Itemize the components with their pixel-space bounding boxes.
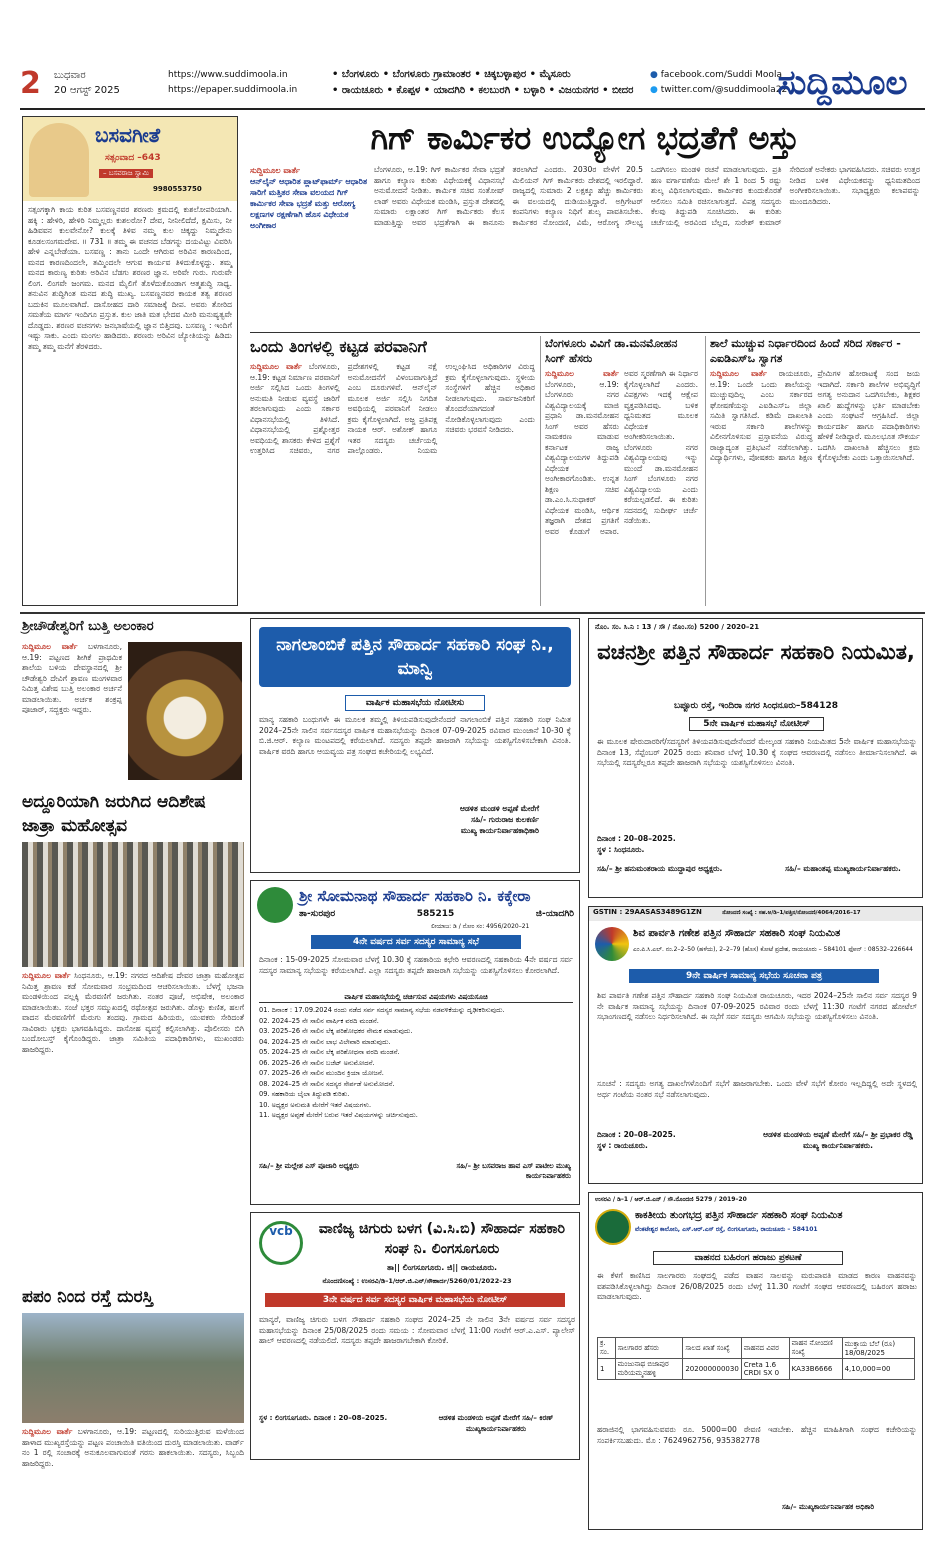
shiva-parvathi-notice-bar: 9ನೇ ವಾರ್ಷಿಕ ಸಾಮಾನ್ಯ ಸಭೆಯ ಸೂಚನಾ ಪತ್ರ — [629, 969, 879, 983]
somanatha-notice-bar: 4ನೇ ವರ್ಷದ ಸರ್ವ ಸದಸ್ಯರ ಸಾಮಾನ್ಯ ಸಭೆ — [311, 935, 521, 949]
facebook-icon: ● — [650, 70, 658, 80]
manmohan-text: ಬೆಂಗಳೂರು, ಆ.19: ಬೆಂಗಳೂರು ನಗರ ವಿಶ್ವವಿದ್ಯಾಲಯಕ್ಕೆ ಮಾಜಿ ಪ್ರಧಾನಿ ಡಾ.ಮನಮೋಹನ ಸಿಂಗ್ ಅವರ ಹೆಸರು ನಾಮಕರಣ ಮಾಡುವ ಕರ್ನಾಟಕ ರಾಜ್ಯ ವಿಶ್ವವಿದ್ಯಾಲಯಗಳ ತಿದ್ದುಪಡಿ ವಿಧೇಯಕ ಅಂಗೀಕಾರಗೊಂಡಿತು. ಉನ್ನತ ಶಿಕ್ಷಣ ಸಚಿವ ಡಾ.ಎಂ.ಸಿ.ಸುಧಾಕರ್ ವಿಧೇಯಕ ಮಂಡಿಸಿ, ಆರ್ಥಿಕ ತಜ್ಞರಾಗಿ ದೇಶದ ಪ್ರಗತಿಗೆ ಅವರ ಕೊಡುಗೆ ಅಪಾರ. ಅವರ ಸ್ಮರಣೆಗಾಗಿ ಈ ನಿರ್ಧಾರ ಕೈಗೊಳ್ಳಲಾಗಿದೆ ಎಂದರು. ವಿಪಕ್ಷಗಳು ಇದಕ್ಕೆ ಆಕ್ಷೇಪ ವ್ಯಕ್ತಪಡಿಸಿದವು. ಬಳಿಕ ಧ್ವನಿಮತದ ಮೂಲಕ ವಿಧೇಯಕ ಅಂಗೀಕರಿಸಲಾಯಿತು. ಬೆಂಗಳೂರು ನಗರ ವಿಶ್ವವಿದ್ಯಾಲಯವು ಇನ್ನು ಮುಂದೆ ಡಾ.ಮನಮೋಹನ ಸಿಂಗ್ ಬೆಂಗಳೂರು ನಗರ ವಿಶ್ವವಿದ್ಯಾಲಯ ಎಂದು ಕರೆಯಲ್ಪಡಲಿದೆ. ಈ ಕುರಿತು ಸದನದಲ್ಲಿ ಸುದೀರ್ಘ ಚರ್ಚೆ ನಡೆಯಿತು. — [545, 369, 698, 536]
cities-line-1: • ಬೆಂಗಳೂರು • ಬೆಂಗಳೂರು ಗ್ರಾಮಾಂತರ • ಚಿಕ್ಕಬಳ್ಳಾಪುರ • ಮೈಸೂರು — [332, 69, 571, 80]
chowdeshwari-body — [22, 642, 122, 780]
vcb-notice-bar: 3ನೇ ವರ್ಷದ ಸರ್ವ ಸದಸ್ಯರ ವಾರ್ಷಿಕ ಮಹಾಸಭೆಯ ನೋಟೀಸ್ — [265, 1293, 565, 1307]
column-header: ವಾಹನದ ವಿವರ — [741, 1338, 789, 1359]
somanatha-body: ದಿನಾಂಕ : 15-09-2025 ಸೋಮವಾರ ಬೆಳಗ್ಗೆ 10.30 ಕ್ಕೆ ಸಹಕಾರಿಯ ಕಛೇರಿ ಆವರಣದಲ್ಲಿ ಸಹಕಾರಿಯ 4ನೇ ವರ್ಷದ ಸರ್ವ ಸದಸ್ಯರ ಸಾಮಾನ್ಯ ಸಭೆಯನ್ನು ಕರೆಯಲಾಗಿದೆ. ಎಲ್ಲಾ ಸದಸ್ಯರು ತಪ್ಪದೇ ಹಾಜರಾಗಿ ಸಭೆಯನ್ನು ಯಶಸ್ವಿಗೊಳಿಸಲು ಕೋರಲಾಗಿದೆ. — [259, 955, 573, 975]
agenda-item: 04. 2024–25 ನೇ ಸಾಲಿನ ಲಾಭ ವಿಲೇವಾರಿ ಮಾಡುವುದು. — [259, 1037, 391, 1046]
road-text: ಬಳಗಾನೂರು, ಆ.19: ಪಟ್ಟಣದಲ್ಲಿ ಸುರಿಯುತ್ತಿರುವ ಮಳೆಯಿಂದ ಹಾಳಾದ ಮುಖ್ಯರಸ್ತೆಯನ್ನು ಪಟ್ಟಣ ಪಂಚಾಯಿತಿ ವತಿಯಿಂದ ದುರಸ್ತಿ ಮಾಡಲಾಯಿತು. ವಾರ್ಡ್ ನಂ 1 ರಲ್ಲಿ ಸಂಚಾರಕ್ಕೆ ಅನುಕೂಲವಾಗುವಂತೆ ಗರಸು ಹಾಕಲಾಯಿತು. ಸದಸ್ಯರು, ಸಿಬ್ಬಂದಿ ಹಾಜರಿದ್ದರು. — [22, 1427, 244, 1468]
kakatiya-footer: ಹರಾಜಿನಲ್ಲಿ ಭಾಗವಹಿಸುವವರು ರೂ. 5000=00 ಠೇವಣಿ ಇಡಬೇಕು. ಹೆಚ್ಚಿನ ಮಾಹಿತಿಗಾಗಿ ಸಂಘದ ಕಚೇರಿಯನ್ನು ಸಂಪರ್ಕಿಸಬಹುದು. ಮೊ : 7624962756, 935382778 — [597, 1425, 917, 1445]
kakatiya-ad — [588, 1192, 923, 1530]
nagalambike-signature — [251, 803, 579, 836]
gig-lead-text: ಆನ್‌ಲೈನ್ ಆಧಾರಿತ ಪ್ಲಾಟ್‌ಫಾರ್ಮ್ ಆಧಾರಿತ ಸಾರಿಗೆ ಮತ್ತಿತರ ಸೇವಾ ವಲಯದ ಗಿಗ್ ಕಾರ್ಮಿಕರ ಸೇವಾ ಭದ್ರತೆ ಮತ್ತು ಆರೋಗ್ಯ ಲಕ್ಷಣಗಳ ರಕ್ಷಣೆಗಾಗಿ ಹೊಸ ವಿಧೇಯಕ ಅಂಗೀಕಾರ — [250, 177, 368, 230]
agenda-item: 05. 2024–25 ನೇ ಸಾಲಿನ ಲೆಕ್ಕ ಪರಿಶೋಧನಾ ವರದಿ ಮಂಡನೆ. — [259, 1048, 400, 1056]
shiva-reg: ನೋಂದಣಿ ಸಂಖ್ಯೆ : ಸಹ.ಅ/ಡಿ–1/ಪತ್ತಿನ/ನೋಂದಣಿ/4064/2016–17 — [722, 910, 861, 916]
kakatiya-reg: ಉಸರವಿ / ಡಿ–1 / ಆರ್.ಜಿ.ಎನ್ / ಸೌ.ನೊಂದಣಿ 5279 / 2019–20 — [595, 1196, 747, 1203]
somanatha-title: ಶ್ರೀ ಸೋಮನಾಥ ಸೌಹಾರ್ದ ಸಹಕಾರಿ ನಿ. ಕಕ್ಕೇರಾ — [299, 887, 531, 905]
agenda-item: 08. 2024–25 ನೇ ಸಾಲಿನ ಸದಸ್ಯರ ಸೇರ್ಪಡೆ ಅನುಮೋದನೆ. — [259, 1079, 395, 1088]
kakatiya-address: ವೆಂಕಟೇಶ್ವರ ಕಾಲೋನಿ, ಎಸ್.ಆರ್.ಎಸ್ ರಸ್ತೆ, ಲಿಂಗಸೂಗೂರು, ರಾಯಚೂರು – 584101 — [635, 1226, 818, 1233]
sign-line-2: ಸಹಿ/- ಗುರುರಾಜ ಕುಲಕರ್ಣಿ — [471, 815, 539, 824]
road-story — [22, 1285, 244, 1530]
jatra-photo — [22, 842, 244, 967]
chowdeshwari-headline: ಶ್ರೀಚೌಡೇಶ್ವರಿಗೆ ಬುತ್ತಿ ಅಲಂಕಾರ — [22, 619, 154, 634]
column-header: ಸಾಲದ ಖಾತೆ ಸಂಖ್ಯೆ — [683, 1338, 741, 1359]
agenda-item: 01. ದಿನಾಂಕ : 17.09.2024 ರಂದು ನಡೆದ ಸರ್ವ ಸದಸ್ಯರ ಸಾಮಾನ್ಯ ಸಭೆಯ ನಡವಳಿಕೆಯನ್ನು ದೃಢೀಕರಿಸುವುದು. — [259, 1006, 505, 1014]
notice-date: ದಿನಾಂಕ : 20–08–2025. — [597, 834, 676, 843]
kakatiya-logo-icon — [595, 1209, 631, 1245]
jatra-headline: ಅದ್ದೂರಿಯಾಗಿ ಜರುಗಿದ ಆದಿಶೇಷ ಜಾತ್ರಾ ಮಹೋತ್ಸವ — [22, 792, 206, 836]
gstin: GSTIN : 29AASAS3489G1ZN — [593, 908, 702, 916]
column-header: ಸಾಲಗಾರರ ಹೆಸರು — [615, 1338, 683, 1359]
date: 20 ಆಗಸ್ಟ್ 2025 — [54, 85, 120, 96]
header-rule — [20, 108, 925, 110]
manmohan-dateline: ಸುದ್ದಿಮೂಲ ವಾರ್ತೆ — [545, 369, 619, 378]
school-text: ರಾಯಚೂರು, ಆ.19: ಒಂದೇ ಒಂದು ಶಾಲೆಯನ್ನು ಮುಚ್ಚುವುದಿಲ್ಲ ಎಂಬ ಸರ್ಕಾರದ ಘೋಷಣೆಯನ್ನು ಎಐಡಿಎಸ್‌ಒ ಜಿಲ್ಲಾ ಸಮಿತಿ ಸ್ವಾಗತಿಸಿದೆ. ಕಡಿಮೆ ದಾಖಲಾತಿ ಇರುವ ಸರ್ಕಾರಿ ಶಾಲೆಗಳನ್ನು ವಿಲೀನಗೊಳಿಸುವ ಪ್ರಸ್ತಾವನೆಯ ವಿರುದ್ಧ ರಾಜ್ಯಾದ್ಯಂತ ಪ್ರತಿಭಟನೆ ನಡೆಸಲಾಗಿತ್ತು. ವಿದ್ಯಾರ್ಥಿಗಳು, ಪೋಷಕರು ಹಾಗೂ ಶಿಕ್ಷಣ ಪ್ರೇಮಿಗಳ ಹೋರಾಟಕ್ಕೆ ಸಂದ ಜಯ ಇದಾಗಿದೆ. ಸರ್ಕಾರಿ ಶಾಲೆಗಳ ಅಭಿವೃದ್ಧಿಗೆ ಅಗತ್ಯ ಅನುದಾನ ಒದಗಿಸಬೇಕು, ಶಿಕ್ಷಕರ ಖಾಲಿ ಹುದ್ದೆಗಳನ್ನು ಭರ್ತಿ ಮಾಡಬೇಕು ಎಂದು ಸಂಘಟನೆ ಆಗ್ರಹಿಸಿದೆ. ಜಿಲ್ಲಾ ಕಾರ್ಯದರ್ಶಿ ಹಾಗೂ ಪದಾಧಿಕಾರಿಗಳು ಹೇಳಿಕೆ ನೀಡಿದ್ದಾರೆ. ಮೂಲಭೂತ ಸೌಕರ್ಯ ಒದಗಿಸಿ ದಾಖಲಾತಿ ಹೆಚ್ಚಿಸಲು ಕ್ರಮ ಕೈಗೊಳ್ಳಬೇಕು ಎಂದು ಒತ್ತಾಯಿಸಲಾಗಿದೆ. — [710, 369, 920, 462]
manmohan-story — [540, 336, 698, 606]
vcb-regno: ನೊಂದಣಿಸಂಖ್ಯೆ : ಉಸರವಿ/ಡಿ–1/ಆರ್.ಜಿ.ಎನ್/ಸೌಹಾರ್ದ/5260/01/2022–23 — [322, 1277, 512, 1285]
table-cell: 202000000030 — [683, 1359, 741, 1380]
vcb-body: ಮಾನ್ಯರೆ, ವಾಣಿಜ್ಯ ಚಿಗುರು ಬಳಗ ಸೌಹಾರ್ದ ಸಹಕಾರಿ ಸಂಘದ 2024–25 ನೇ ಸಾಲಿನ 3ನೇ ವರ್ಷದ ಸರ್ವ ಸದಸ್ಯರ ಮಹಾಸಭೆಯನ್ನು ದಿನಾಂಕ 25/08/2025 ರಂದು ಸಮಯ : ಸೋಮವಾರ ಬೆಳಗ್ಗೆ 11:00 ಗಂಟೆಗೆ ಆರ್.ಎ.ಎಸ್. ಪ್ಯಾಲೇಸ್ ಹಾಲ್ ಆವರಣದಲ್ಲಿ ನಡೆಯಲಿದೆ. ಸದಸ್ಯರು ತಪ್ಪದೇ ಹಾಜರಾಗಬೇಕಾಗಿ ಕೋರಿಕೆ. — [259, 1315, 575, 1345]
shiva-parvathi-body: ಶಿವ ಪಾರ್ವತಿ ಗಣೇಶ ಪತ್ತಿನ ಸೌಹಾರ್ದ ಸಹಕಾರಿ ಸಂಘ ನಿಯಮಿತ ರಾಯಚೂರು, ಇದರ 2024–25ನೇ ಸಾಲಿನ ಸರ್ವ ಸದಸ್ಯರ 9 ನೇ ವಾರ್ಷಿಕ ಸಾಮಾನ್ಯ ಸಭೆಯನ್ನು ದಿನಾಂಕ 07-09-2025 ರವಿವಾರ ರಂದು ಬೆಳಗ್ಗೆ 11:30 ಗಂಟೆಗೆ ನಗರದ ಹೋಟೆಲ್ ಸಭಾಂಗಣದಲ್ಲಿ ನಡೆಸಲು ನಿರ್ಧರಿಸಲಾಗಿದೆ. ಈ ಸಭೆಗೆ ಸರ್ವ ಸದಸ್ಯರು ಆಗಮಿಸಿ ಸಭೆಯನ್ನು ಯಶಸ್ವಿಗೊಳಿಸಲು ವಿನಂತಿ. — [597, 991, 917, 1021]
notice-date: ದಿನಾಂಕ : 20–08–2025. — [597, 1130, 676, 1139]
shiva-parvathi-title: ಶಿವ ಪಾರ್ವತಿ ಗಣೇಶ ಪತ್ತಿನ ಸೌಹಾರ್ದ ಸಹಕಾರಿ ಸಂಘ ನಿಯಮಿತ — [633, 928, 841, 939]
sign-line-1: ಆಡಳಿತ ಮಂಡಳಿ ಅಪ್ಪಣೆ ಮೇರೆಗೆ — [460, 804, 539, 813]
vachanashree-title: ವಚನಶ್ರೀ ಪತ್ತಿನ ಸೌಹಾರ್ದ ಸಹಕಾರಿ ನಿಯಮಿತ, — [597, 640, 915, 664]
column-header: ವಾಹನ ನೋಂದಣಿ ಸಂಖ್ಯೆ — [789, 1338, 842, 1359]
column-header: ಕ್ರ. ಸಂ. — [598, 1338, 616, 1359]
vcb-sign-right: ಆಡಳಿತ ಮಂಡಳಿಯ ಅಪ್ಪಣೆ ಮೇರೆಗೆ ಸಹಿ/– ಕಿರಣ್ ಮುಖ್ಯಕಾರ್ಯನಿರ್ವಾಹಕರು — [438, 1414, 554, 1433]
agenda-item: 07. 2025–26 ನೇ ಸಾಲಿನ ಮುಂದಿನ ಕ್ರಿಯಾ ಯೋಜನೆ. — [259, 1069, 384, 1077]
website-links — [168, 68, 297, 98]
basava-geete-column — [22, 116, 238, 606]
gig-lead — [250, 165, 368, 325]
twitter-icon: ● — [650, 85, 658, 95]
table-cell: KA33B6666 — [789, 1359, 842, 1380]
nagalambike-body: ಮಾನ್ಯ ಸಹಕಾರಿ ಬಂಧುಗಳೇ ಈ ಮೂಲಕ ತಮ್ಮಲ್ಲಿ ತಿಳಿಯಪಡಿಸುವುದೇನೆಂದರೆ ನಾಗಲಾಂಬಿಕೆ ಪತ್ತಿನ ಸಹಕಾರಿ ಸಂಘ ನಿಮಿತ 2024–25ನೇ ಸಾಲಿನ ಸರ್ವಸದಸ್ಯರ ವಾರ್ಷಿಕ ಮಹಾಸಭೆಯನ್ನು ದಿನಾಂಕ 07-09-2025 ರವಿವಾರ ಮುಂಜಾನೆ 10-30 ಕ್ಕೆ ಬಿ.ಜಿ.ಆರ್. ಕಲ್ಯಾಣ ಮಂಟಪದಲ್ಲಿ ಕರೆಯಲಾಗಿದೆ. ಸದಸ್ಯರು ತಪ್ಪದೇ ಹಾಜರಾಗಿ ಸಭೆಯನ್ನು ಯಶಸ್ವಿಗೊಳಿಸಬೇಕಾಗಿ ವಿನಂತಿ. ವಾರ್ಷಿಕ ವರದಿ ಹಾಗೂ ಆಯವ್ಯಯ ಪತ್ರ ಸಂಘದ ಕಚೇರಿಯಲ್ಲಿ ಲಭ್ಯವಿದೆ. — [259, 715, 571, 756]
kakatiya-notice-bar: ವಾಹನದ ಬಹಿರಂಗ ಹರಾಜು ಪ್ರಕಟಣೆ — [653, 1251, 843, 1265]
basava-author: – ಬಸವರಾಜ ಸ್ವಾಮಿ — [99, 169, 153, 178]
nagalambike-notice-bar: ವಾರ್ಷಿಕ ಮಹಾಸಭೆಯ ನೋಟೀಸು — [345, 695, 485, 711]
masthead — [20, 62, 925, 104]
jatra-body — [22, 971, 244, 1171]
somanatha-address — [299, 909, 574, 919]
somanatha-ad — [250, 880, 580, 1205]
shiva-parvathi-address: ಎಂ.ಪಿ.ಸಿ.ಎಲ್. ನಂ.2–2–50 (ಹಳೆಯ), 2–2–79 (ಹೊಸ) ಕೋಟೆ ಪ್ರದೇಶ, ರಾಯಚೂರು – 584101 ಫೋನ್ : 08532–226644 — [633, 946, 913, 953]
table-cell: 4,10,000=00 — [842, 1359, 914, 1380]
vcb-place: ತಾ|| ಲಿಂಗಸೂಗೂರು. ಜಿ|| ರಾಯಚೂರು. — [386, 1263, 498, 1272]
somanatha-regno: ಲೀಯಾಜ: ಡಿ / ನೋಂ ಸಂ: 4956/2020–21 — [431, 923, 530, 930]
vachanashree-address: ಬಪ್ಪೂರು ರಸ್ತೆ, ಇಂದಿರಾ ನಗರ ಸಿಂಧನೂರು–584128 — [674, 701, 838, 711]
vcb-logo-icon: vcb — [259, 1221, 303, 1265]
shiva-parvathi-logo-icon — [595, 927, 629, 961]
building-permit-story — [250, 336, 535, 606]
issue-date — [54, 68, 120, 98]
school-body — [710, 369, 920, 601]
vachanashree-dateplace — [597, 833, 676, 855]
shiva-parvathi-ad — [588, 906, 923, 1184]
vcb-sign-left: ಸ್ಥಳ : ಲಿಂಗಸೂಗೂರು. ದಿನಾಂಕ : 20–08–2025. — [259, 1414, 388, 1422]
basava-title: ಬಸವಗೀತೆ — [95, 123, 161, 147]
notice-place: ಸ್ಥಳ : ಸಿಂಧನೂರು. — [597, 845, 645, 854]
basava-phone: 9980553750 — [153, 185, 202, 193]
agenda-item: 09. ಸಹಕಾರಿಯ ಬೈಲಾ ತಿದ್ದುಪಡಿ ಕುರಿತು. — [259, 1090, 350, 1098]
table-header-row — [598, 1338, 915, 1359]
basava-portrait-image — [29, 123, 89, 197]
agenda-item: 10. ಅಧ್ಯಕ್ಷರ ಅನುಮತಿ ಮೇರೆಗೆ ಇತರೆ ವಿಷಯಗಳು. — [259, 1100, 372, 1109]
vachanashree-sign-left: ಸಹಿ/– ಶ್ರೀ ಹನುಮಂತರಾಯ ಮುದ್ದಾಪುರ ಅಧ್ಯಕ್ಷರು. — [597, 864, 723, 873]
building-dateline: ಸುದ್ದಿಮೂಲ ವಾರ್ತೆ — [250, 362, 302, 371]
shiva-parvathi-sign: ಆಡಳಿತ ಮಂಡಳಿಯ ಅಪ್ಪಣೆ ಮೇರೆಗೆ ಸಹಿ/– ಶ್ರೀ ಪ್ರಭಾಕರ ರೆಡ್ಡಿ ಮುಖ್ಯ ಕಾರ್ಯನಿರ್ವಾಹಕರು. — [763, 1130, 913, 1150]
nagalambike-title: ನಾಗಲಾಂಬಿಕೆ ಪತ್ತಿನ ಸೌಹಾರ್ದ ಸಹಕಾರಿ ಸಂಘ ನಿ., ಮಾನ್ವಿ — [259, 627, 571, 687]
jatra-text: ಸಿಂಧನೂರು, ಆ.19: ನಗರದ ಆದಿಶೇಷ ದೇವರ ಜಾತ್ರಾ ಮಹೋತ್ಸವ ನಿಮಿತ್ತ ಶ್ರಾವಣ ಕಡೆ ಸೋಮವಾರ ಸಂಭ್ರಮದಿಂದ ಆಚರಿಸಲಾಯಿತು. ಬೆಳಗ್ಗೆ ಭಜನಾ ಮಂಡಳಿಯಿಂದ ಪಲ್ಲಕ್ಕಿ ಮೆರವಣಿಗೆ ಜರುಗಿತು. ನಂತರ ಪೂಜೆ, ಅಭಿಷೇಕ, ಅಲಂಕಾರ ಮಾಡಲಾಯಿತು. ಸಂಜೆ ಭಕ್ತರ ಸಮ್ಮುಖದಲ್ಲಿ ರಥೋತ್ಸವ ಜರುಗಿತು. ಡೊಳ್ಳು ಕುಣಿತ, ಹಲಗೆ ವಾದನ ಮೆರವಣಿಗೆಗೆ ಮೆರುಗು ತಂದವು. ಗ್ರಾಮದ ಹಿರಿಯರು, ಯುವಕರು ಸೇರಿದಂತೆ ಸಾವಿರಾರು ಭಕ್ತರು ಭಾಗವಹಿಸಿದ್ದರು. ದಾಸೋಹ ವ್ಯವಸ್ಥೆ ಕಲ್ಪಿಸಲಾಗಿತ್ತು. ಪೊಲೀಸರು ಬಿಗಿ ಬಂದೋಬಸ್ತ್ ಕೈಗೊಂಡಿದ್ದರು. ಜಾತ್ರಾ ಸಮಿತಿಯ ಪದಾಧಿಕಾರಿಗಳು, ಮುಖಂಡರು ಹಾಜರಿದ್ದರು. — [22, 971, 244, 1054]
facebook-text: facebook.com/Suddi Moola — [660, 70, 782, 80]
jatra-story — [22, 790, 244, 1175]
somanatha-agenda — [259, 1005, 573, 1155]
jatra-dateline: ಸುದ್ದಿಮೂಲ ವಾರ್ತೆ — [22, 971, 71, 980]
road-photo — [22, 1313, 244, 1423]
chowdeshwari-text: ಬಳಗಾನೂರು, ಆ.19: ಪಟ್ಟಣದ ಶೀಗಿಕೆ ಪ್ರಾಥಮಿಕ ಶಾಲೆಯ ಬಳಿಯ ದೇವಸ್ಥಾನದಲ್ಲಿ ಶ್ರೀ ಚೌಡೇಶ್ವರಿ ದೇವಿಗೆ ಶ್ರಾವಣ ಮಂಗಳವಾರ ನಿಮಿತ್ತ ವಿಶೇಷ ಬುತ್ತಿ ಅಲಂಕಾರ ಅರ್ಚನೆ ಮಾಡಲಾಯಿತು. ಅರ್ಚಕ ಶಂಕ್ರಪ್ಪ ಪೂಜಾರ್, ಸದ್ಭಕ್ತರು ಇದ್ದರು. — [22, 642, 122, 714]
edition-cities — [332, 67, 662, 99]
agenda-item: 11. ಅಧ್ಯಕ್ಷರ ಅಪ್ಪಣೆ ಮೇರೆಗೆ ಬರುವ ಇತರೆ ವಿಷಯಗಳನ್ನು ಚರ್ಚಿಸುವುದು. — [259, 1111, 418, 1119]
school-dateline: ಸುದ್ದಿಮೂಲ ವಾರ್ತೆ — [710, 369, 767, 378]
vachanashree-ad — [588, 618, 923, 898]
agenda-item: 03. 2025–26 ನೇ ಸಾಲಿನ ಲೆಕ್ಕ ಪರಿಶೋಧಕರ ನೇಮಕ ಮಾಡುವುದು. — [259, 1027, 413, 1035]
gig-dateline: ಸುದ್ದಿಮೂಲ ವಾರ್ತೆ — [250, 166, 301, 175]
school-headline: ಶಾಲೆ ಮುಚ್ಚುವ ನಿರ್ಧಾರದಿಂದ ಹಿಂದೆ ಸರಿದ ಸರ್ಕಾರ - ಎಐಡಿಎಸ್‌ಒ ಸ್ವಾಗತ — [710, 337, 901, 365]
building-headline: ಒಂದು ತಿಂಗಳಲ್ಲಿ ಕಟ್ಟಡ ಪರವಾನಿಗೆ — [250, 337, 427, 356]
gig-body: ಬೆಂಗಳೂರು, ಆ.19: ಗಿಗ್ ಕಾರ್ಮಿಕರ ಸೇವಾ ಭದ್ರತೆ ಹಾಗೂ ಕಲ್ಯಾಣ ಕುರಿತು ವಿಧೇಯಕಕ್ಕೆ ವಿಧಾನಸಭೆ ಅನುಮೋದನೆ ನೀಡಿತು. ಕಾರ್ಮಿಕ ಸಚಿವ ಸಂತೋಷ್ ಲಾಡ್ ಅವರು ವಿಧೇಯಕ ಮಂಡಿಸಿ, ಪ್ರಸ್ತುತ ದೇಶದಲ್ಲಿ ಸುಮಾರು ಲಕ್ಷಾಂತರ ಗಿಗ್ ಕಾರ್ಮಿಕರು ಕೆಲಸ ಮಾಡುತ್ತಿದ್ದು ಅವರ ಭದ್ರತೆಗಾಗಿ ಈ ಕಾನೂನು ತರಲಾಗಿದೆ ಎಂದರು. 2030ರ ವೇಳೆಗೆ 20.5 ಮಿಲಿಯನ್ ಗಿಗ್ ಕಾರ್ಮಿಕರು ದೇಶದಲ್ಲಿ ಇರಲಿದ್ದಾರೆ. ರಾಜ್ಯದಲ್ಲಿ ಸುಮಾರು 2 ಲಕ್ಷಕ್ಕೂ ಹೆಚ್ಚು ಕಾರ್ಮಿಕರು ಈ ವಲಯದಲ್ಲಿ ದುಡಿಯುತ್ತಿದ್ದಾರೆ. ಅಗ್ರಿಗೇಟರ್ ಕಂಪನಿಗಳು ಕಲ್ಯಾಣ ನಿಧಿಗೆ ಶುಲ್ಕ ಪಾವತಿಸಬೇಕು. ಕಾರ್ಮಿಕರ ನೋಂದಣಿ, ವಿಮೆ, ಆರೋಗ್ಯ ಸೌಲಭ್ಯ ಒದಗಿಸಲು ಮಂಡಳಿ ರಚನೆ ಮಾಡಲಾಗುವುದು. ಪ್ರತಿ ಹಣ ವರ್ಗಾವಣೆಯ ಮೇಲೆ ಶೇ 1 ರಿಂದ 5 ರಷ್ಟು ಶುಲ್ಕ ವಿಧಿಸಲಾಗುವುದು. ಕಾರ್ಮಿಕರ ಕುಂದುಕೊರತೆ ಆಲಿಸಲು ಸಮಿತಿ ರಚಿಸಲಾಗುತ್ತದೆ. ವಿಪಕ್ಷ ಸದಸ್ಯರು ಕೆಲವು ತಿದ್ದುಪಡಿ ಸೂಚಿಸಿದರು. ಈ ಕುರಿತು ಚರ್ಚೆಯಲ್ಲಿ ಅರವಿಂದ ಬೆಲ್ಲದ, ಸುರೇಶ್ ಕುಮಾರ್ ಸೇರಿದಂತೆ ಅನೇಕರು ಭಾಗವಹಿಸಿದರು. ಸಚಿವರು ಉತ್ತರ ನೀಡಿದ ಬಳಿಕ ವಿಧೇಯಕವನ್ನು ಧ್ವನಿಮತದಿಂದ ಅಂಗೀಕರಿಸಲಾಯಿತು. ಸಭಾಧ್ಯಕ್ಷರು ಕಲಾಪವನ್ನು ಮುಂದೂಡಿದರು. — [374, 165, 920, 227]
district: ಜಿ-ಯಾದಗಿರಿ — [535, 909, 574, 919]
somanatha-sign-right: ಸಹಿ/– ಶ್ರೀ ಬಸವರಾಜ ಹಾವ ಎಸ್ ಪಾಟೀಲ ಮುಖ್ಯ ಕಾರ್ಯನಿರ್ವಾಹಕರು — [456, 1162, 571, 1180]
basava-header — [23, 117, 237, 201]
vcb-ad — [250, 1212, 580, 1460]
weekday: ಬುಧವಾರ — [54, 70, 86, 81]
shiva-parvathi-topbar — [589, 907, 922, 921]
basava-body: ಸತ್ಸಂಗಕ್ಕಾಗಿ ಕಾಯ ಕುರಿತ ಬಸವಣ್ಣನವರ ಶರಣರು ಕ್ರಮದಲ್ಲಿ ಕುಶಲೋಪರಿಯಾಗಿ. ಹಕ್ಕಿ : ಹೇಳಿರಿ, ಹೇಳಿರಿ ನಿಮ್ಮಲ್ಲರು ಕುಶಲರೋ? ದೇವ, ನೀನೀಲಿದೆದೆ, ಕ್ಷಮಿಸು, ನೀ ಹಿಡಿವವನ ಕುಲವೇನೋ? ಕುಲಕ್ಕೆ ತಿಳಿವ ನಮ್ಮ ಕುಲ ಚಿಕ್ಕದ್ದು ನಿಮ್ಮದೇನು ಕೂಡಲಸಂಗಮದೇವ. ॥ 731 ॥ ತಮ್ಮ ಈ ವಚನದ ಬೆಡಗನ್ನು ದಯವಿಟ್ಟು ವಿವರಿಸಿ ಹೇಳಿ ಎನ್ನಬೇಡೆಯಾ. ಬಸವಣ್ಣ : ತಾನು ಒಂದೇ ಆಗಿರುವ ಅರಿವಿನ ಕಾರಣದಿಂದ, ಮನದ ಕಾರಣದಿಂದಲೇ, ತಮ್ಮಿಂದಲೇ ಆಗುವ ಕಾರ್ಯವ ತಿಳಿದುಕೊಳ್ಳದ್ದು. ತಮ್ಮ ಮನದ ಕಾರುಣ್ಯ ಕುರಿತು ಅರಿವಿನ ಬೆಡಗು ಶರಣರ ಜ್ಞಾನ. ಅರಿವೇ ಗುರು. ಗುರುವೇ ಲಿಂಗ. ಲಿಂಗವೇ ಜಂಗಮ. ಮನದ ಮೈಲಿಗೆ ತೊಳೆದುಕೊಂಡಾಗ ಆತ್ಮಶುದ್ಧಿ ಸಾಧ್ಯ. ತನುವಿನ ಶುದ್ಧಿಗಿಂತ ಮನದ ಶುದ್ಧಿ ಮುಖ್ಯ. ಬಸವಣ್ಣನವರ ಕಾಯಕ ತತ್ವ ಶರಣರ ಬದುಕಿನ ಮೂಲವಾಗಿದೆ. ದಾಸೋಹದ ದಾರಿ ಸಮಾಜಕ್ಕೆ ದೀಪ. ಅವರು ತೋರಿದ ಸಮತೆಯ ಮಾರ್ಗ ಇಂದಿಗೂ ಪ್ರಸ್ತುತ. ಕುಲ ಜಾತಿ ಮತ ಭೇದವ ಮೀರಿ ಮನುಷ್ಯತ್ವವೇ ದೊಡ್ಡದು. ಶರಣರ ವಚನಗಳು ಜನಭಾಷೆಯಲ್ಲಿ ಜ್ಞಾನ ಬಿತ್ತಿದವು. ಬಸವಣ್ಣ : ಇಂದಿಗೆ ಇಷ್ಟು ಸಾಕು. ಎಂದು ಮಂಗಲ ಹಾಡಿದರು. ಶರಣರು ಅರಿವಿನ ಜ್ಯೋತಿಯನ್ನು ಹಿಡಿದು ತಮ್ಮ ತಮ್ಮ ಮನೆಗೆ ತೆರಳಿದರು. — [28, 205, 232, 351]
road-dateline: ಸುದ್ದಿಮೂಲ ವಾರ್ತೆ — [22, 1427, 73, 1436]
epaper-link[interactable]: https://epaper.suddimoola.in — [168, 85, 298, 95]
gig-headline: ಗಿಗ್ ಕಾರ್ಮಿಕರ ಉದ್ಯೋಗ ಭದ್ರತೆಗೆ ಅಸ್ತು — [370, 119, 800, 157]
sign-line-3: ಮುಖ್ಯ ಕಾರ್ಯನಿರ್ವಾಹಕಾಧಿಕಾರಿ — [460, 826, 539, 835]
chowdeshwari-story — [22, 618, 244, 783]
building-body — [250, 362, 535, 602]
road-body — [22, 1427, 244, 1522]
gig-story — [250, 165, 920, 327]
somanatha-sign-left: ಸಹಿ/– ಶ್ರೀ ಮಲ್ಲೇಶ ಎಸ್ ಪೂಜಾರಿ ಅಧ್ಯಕ್ಷರು — [259, 1162, 359, 1170]
shiva-parvathi-note: ಸೂಚನೆ : ಸದಸ್ಯರು ಅಗತ್ಯ ದಾಖಲೆಗಳೊಂದಿಗೆ ಸಭೆಗೆ ಹಾಜರಾಗಬೇಕು. ಒಂದು ವೇಳೆ ಸಭೆಗೆ ಕೋರಂ ಇಲ್ಲದಿದ್ದಲ್ಲಿ ಅದೇ ಸ್ಥಳದಲ್ಲಿ ಅರ್ಧ ಗಂಟೆಯ ನಂತರ ಸಭೆ ನಡೆಸಲಾಗುವುದು. — [597, 1079, 917, 1099]
vachanashree-body: ಈ ಮೂಲಕ ಷೇರುದಾರರಿಗೆ/ಸದಸ್ಯರಿಗೆ ತಿಳಿಯಪಡಿಸುವುದೇನೆಂದರೆ ಮೇಲ್ಕಂಡ ಸಹಕಾರಿ ನಿಯಮಿತದ 5ನೇ ವಾರ್ಷಿಕ ಮಹಾಸಭೆಯನ್ನು ದಿನಾಂಕ 13, ಸೆಪ್ಟೆಂಬರ್ 2025 ರಂದು ಶನಿವಾರ ಬೆಳಗ್ಗೆ 10.30 ಕ್ಕೆ ಸಂಘದ ಆವರಣದಲ್ಲಿ ನಡೆಸಲು ತೀರ್ಮಾನಿಸಲಾಗಿದೆ. ಈ ಸಭೆಯಲ್ಲಿ ಸದಸ್ಯರೆಲ್ಲರೂ ತಪ್ಪದೇ ಹಾಜರಾಗಿ ಸಭೆಯನ್ನು ಯಶಸ್ವಿಗೊಳಿಸಲು ವಿನಂತಿ. — [597, 737, 917, 767]
vachanashree-notice-bar: 5ನೇ ವಾರ್ಷಿಕ ಮಹಾಸಭೆ ನೋಟೀಸ್ — [689, 717, 824, 731]
manmohan-headline: ಬೆಂಗಳೂರು ವಿವಿಗೆ ಡಾ.ಮನಮೋಹನ ಸಿಂಗ್ ಹೆಸರು — [545, 337, 678, 365]
notice-place: ಸ್ಥಳ : ರಾಯಚೂರು. — [597, 1141, 648, 1150]
table-cell: 1 — [598, 1359, 616, 1380]
kakatiya-title: ಕಾಕತೀಯ ತುಂಗಭದ್ರ ಪತ್ತಿನ ಸೌಹಾರ್ದ ಸಹಕಾರಿ ಸಂಘ ನಿಯಮಿತ — [635, 1210, 843, 1221]
cities-line-2: • ರಾಯಚೂರು • ಕೊಪ್ಪಳ • ಯಾದಗಿರಿ • ಕಲಬುರಗಿ • ಬಳ್ಳಾರಿ • ವಿಜಯನಗರ • ಬೀದರ — [332, 85, 634, 96]
newspaper-logo: ಸುದ್ದಿಮೂಲ — [777, 63, 908, 103]
agenda-item: 06. 2025–26 ನೇ ಸಾಲಿನ ಬಜೆಟ್ ಅನುಮೋದನೆ. — [259, 1058, 375, 1067]
road-headline: ಪಪಂ ನಿಂದ ರಸ್ತೆ ದುರಸ್ತಿ — [22, 1287, 154, 1307]
pincode: 585215 — [416, 909, 455, 919]
table-cell: ಮಂಜುನಾಥ ಬಿಜಾಪುರ ಮರಿಯಮ್ಮನಹಳ್ಳಿ — [615, 1359, 683, 1380]
basava-subtitle: ಸತ್ಸಂವಾದ –643 — [105, 153, 161, 163]
nagalambike-ad — [250, 618, 580, 873]
divider — [20, 612, 925, 614]
table-row — [598, 1359, 915, 1380]
vcb-title: ವಾಣಿಜ್ಯ ಚಿಗುರು ಬಳಗ (ವಿ.ಸಿ.ಬಿ) ಸೌಹಾರ್ದ ಸಹಕಾರಿ ಸಂಘ ನಿ. ಲಿಂಗಸೂಗೂರು — [318, 1221, 566, 1257]
somanatha-logo-icon — [257, 887, 293, 923]
vachanashree-sign-right: ಸಹಿ/– ಮಹಾಂತಪ್ಪ ಮುಖ್ಯಕಾರ್ಯನಿರ್ವಾಹಕರು. — [785, 864, 901, 873]
manmohan-body — [545, 369, 698, 601]
shiva-parvathi-dateplace — [597, 1129, 676, 1151]
vachanashree-reg: ನೊಂ. ಸಂ. ಸಿ.ನಿ : 13 / ಸೌ / ನೊಂ.ಸಂ) 5200 / 2020–21 — [595, 623, 760, 631]
website-link[interactable]: https://www.suddimoola.in — [168, 70, 288, 80]
agenda-item: 02. 2024–25 ನೇ ಸಾಲಿನ ವಾರ್ಷಿಕ ವರದಿ ಮಂಡನೆ. — [259, 1016, 379, 1025]
building-text: ಬೆಂಗಳೂರು, ಆ.19: ಕಟ್ಟಡ ನಿರ್ಮಾಣ ಪರವಾನಿಗೆ ಅರ್ಜಿ ಸಲ್ಲಿಸಿದ ಒಂದು ತಿಂಗಳಲ್ಲಿ ಅನುಮತಿ ನೀಡುವ ವ್ಯವಸ್ಥೆ ಜಾರಿಗೆ ತರಲಾಗುವುದು ಎಂದು ಸರ್ಕಾರ ವಿಧಾನಸಭೆಯಲ್ಲಿ ತಿಳಿಸಿದೆ. ವಿಧಾನಸಭೆಯಲ್ಲಿ ಪ್ರಶ್ನೋತ್ತರ ಅವಧಿಯಲ್ಲಿ ಶಾಸಕರು ಕೇಳಿದ ಪ್ರಶ್ನೆಗೆ ಉತ್ತರಿಸಿದ ಸಚಿವರು, ನಗರ ಪ್ರದೇಶಗಳಲ್ಲಿ ಕಟ್ಟಡ ನಕ್ಷೆ ಅನುಮೋದನೆಗೆ ವಿಳಂಬವಾಗುತ್ತಿದೆ ಎಂಬ ದೂರುಗಳಿವೆ. ಆನ್‌ಲೈನ್ ಮೂಲಕ ಅರ್ಜಿ ಸಲ್ಲಿಸಿ ನಿಗದಿತ ಅವಧಿಯಲ್ಲಿ ಪರವಾನಿಗೆ ನೀಡಲು ಕ್ರಮ ಕೈಗೊಳ್ಳಲಾಗಿದೆ. ಅಜ್ಜ ಪ್ರತಿಪಕ್ಷ ನಾಯಕ ಆರ್. ಅಶೋಕ್ ಹಾಗೂ ಇತರ ಸದಸ್ಯರು ಚರ್ಚೆಯಲ್ಲಿ ಪಾಲ್ಗೊಂಡರು. ನಿಯಮ ಉಲ್ಲಂಘಿಸಿದ ಅಧಿಕಾರಿಗಳ ವಿರುದ್ಧ ಕ್ರಮ ಕೈಗೊಳ್ಳಲಾಗುವುದು. ಸ್ಥಳೀಯ ಸಂಸ್ಥೆಗಳಿಗೆ ಹೆಚ್ಚಿನ ಅಧಿಕಾರ ನೀಡಲಾಗುವುದು. ಸಾರ್ವಜನಿಕರಿಗೆ ತೊಂದರೆಯಾಗದಂತೆ ನೋಡಿಕೊಳ್ಳಲಾಗುವುದು ಎಂದು ಸಚಿವರು ಭರವಸೆ ನೀಡಿದರು. — [250, 362, 535, 455]
taluk: ತಾ-ಸುರಪುರ — [299, 909, 336, 919]
page-number: 2 — [20, 66, 41, 101]
kakatiya-sign: ಸಹಿ/– ಮುಖ್ಯಕಾರ್ಯನಿರ್ವಾಹಕ ಅಧಿಕಾರಿ — [781, 1503, 875, 1511]
divider — [250, 332, 920, 333]
chowdeshwari-dateline: ಸುದ್ದಿಮೂಲ ವಾರ್ತೆ — [22, 642, 78, 651]
goddess-photo — [128, 642, 242, 780]
column-header: ಮುಕ್ತಾಯ ಬೆಲೆ (ರೂ) 18/08/2025 — [842, 1338, 914, 1359]
kakatiya-body: ಈ ಕೆಳಗೆ ಕಾಣಿಸಿದ ಸಾಲಗಾರರು ಸಂಘದಲ್ಲಿ ಪಡೆದ ವಾಹನ ಸಾಲವನ್ನು ಮರುಪಾವತಿ ಮಾಡದ ಕಾರಣ ವಾಹನವನ್ನು ವಶಪಡಿಸಿಕೊಳ್ಳಲಾಗಿದ್ದು ದಿನಾಂಕ 26/08/2025 ರಂದು ಬೆಳಗ್ಗೆ 11.30 ಗಂಟೆಗೆ ಸಂಘದ ಆವರಣದಲ್ಲಿ ಬಹಿರಂಗ ಹರಾಜು ಮಾಡಲಾಗುವುದು. — [597, 1271, 917, 1301]
table-cell: Creta 1.6 CRDI SX 0 — [741, 1359, 789, 1380]
school-story — [705, 336, 920, 606]
twitter-text: twitter.com/@suddimoola22 — [660, 85, 788, 95]
somanatha-agenda-title: ವಾರ್ಷಿಕ ಮಹಾಸಭೆಯಲ್ಲಿ ಚರ್ಚಿಸುವ ವಿಷಯಗಳು ವಿಷಯಸೂಚಿ — [259, 993, 573, 1003]
auction-table — [597, 1337, 915, 1380]
